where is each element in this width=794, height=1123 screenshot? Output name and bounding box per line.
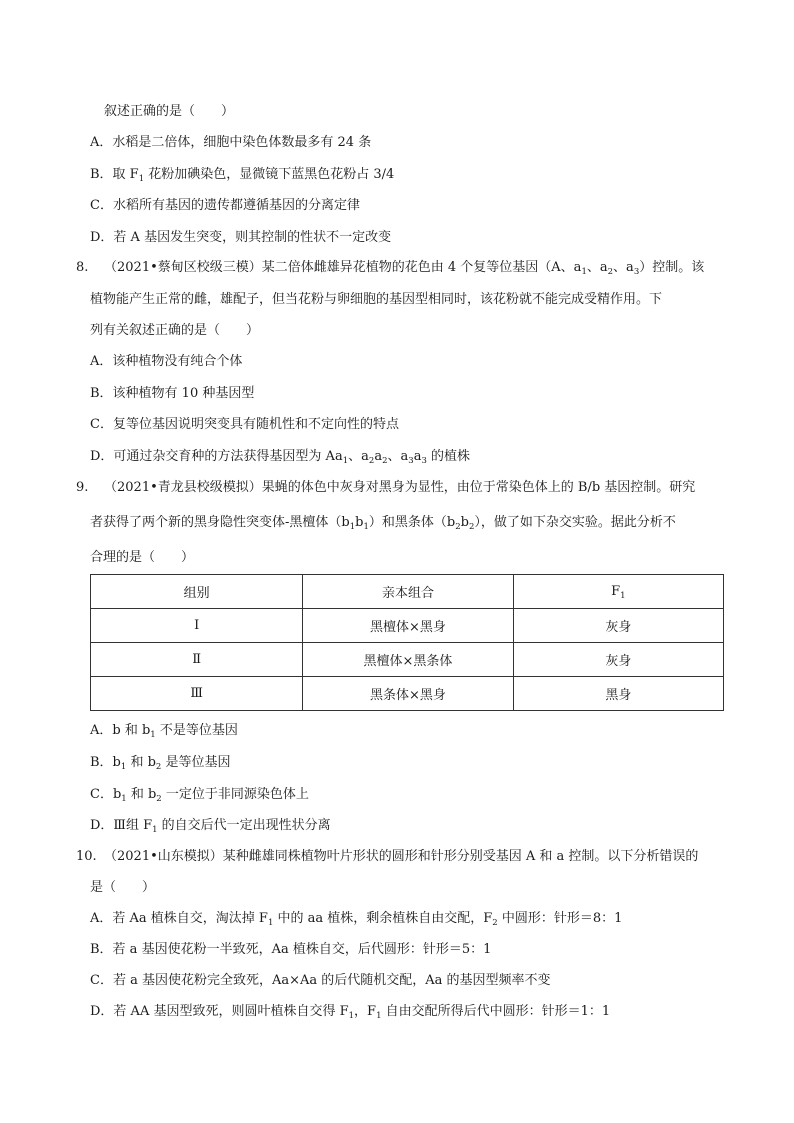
table-cell: Ⅱ	[91, 643, 303, 677]
q9-stem-line1: （2021•青龙县校级模拟）果蝇的体色中灰身对黑身为显性，由位于常染色体上的 B/b 基因控制。研究	[104, 480, 696, 495]
q10-option-d[interactable]: D．若 AA 基因型致死，则圆叶植株自交得 $F_1$，$F_1$ 自由交配所得后代中圆形：针形＝1：1	[90, 1004, 611, 1021]
header-group: 组别	[91, 575, 303, 609]
q9-stem-line2: 者获得了两个新的黑身隐性突变体-黑檀体$(b_1b_1)$和黑条体$(b_2b_2)$，做了如下杂交实验。据此分析不	[90, 515, 676, 532]
header-f1: $F_1$	[513, 575, 723, 609]
table-cell: 灰身	[513, 643, 723, 677]
q9-option-b[interactable]: B．$b_1$ 和 $b_2$ 是等位基因	[90, 755, 231, 772]
q9-stem-line3: 合理的是（ ）	[90, 550, 195, 565]
table-cell: Ⅰ	[91, 609, 303, 643]
q10-option-b[interactable]: B．若 a 基因使花粉一半致死，Aa 植株自交，后代圆形：针形＝5：1	[90, 942, 492, 957]
q7-option-b[interactable]: B．取 $F_1$ 花粉加碘染色，显微镜下蓝黑色花粉占 3/4	[90, 167, 395, 184]
q8-option-b[interactable]: B．该种植物有 10 种基因型	[90, 386, 255, 401]
q8-stem-line1: （2021•蔡甸区校级三模）某二倍体雌雄异花植物的花色由 4 个复等位基因（A、$a_1$、$a_2$、$a_3$）控制。该	[104, 260, 705, 277]
table-cell: 黑条体×黑身	[303, 677, 513, 711]
q10-option-a[interactable]: A．若 Aa 植株自交，淘汰掉 $F_1$ 中的 aa 植株，剩余植株自由交配，$F_2$ 中圆形：针形＝8：1	[90, 911, 623, 928]
q8-option-c[interactable]: C．复等位基因说明突变具有随机性和不定向性的特点	[90, 417, 399, 432]
q10-number: 10.	[76, 849, 97, 864]
q8-stem-line2: 植物能产生正常的雌，雄配子，但当花粉与卵细胞的基因型相同时，该花粉就不能完成受精作用。下	[90, 292, 663, 307]
q9-number: 9.	[76, 480, 89, 495]
q8-stem-line3: 列有关叙述正确的是（ ）	[90, 323, 260, 338]
table-cell: 黑檀体×黑条体	[303, 643, 513, 677]
table-row	[91, 609, 724, 643]
table-cell: Ⅲ	[91, 677, 303, 711]
table-cell: 黑檀体×黑身	[303, 609, 513, 643]
cross-table	[90, 574, 724, 711]
q7-option-c[interactable]: C．水稻所有基因的遗传都遵循基因的分离定律	[90, 198, 360, 213]
q8-option-a[interactable]: A．该种植物没有纯合个体	[90, 354, 243, 369]
q10-option-c[interactable]: C．若 a 基因使花粉完全致死，Aa×Aa 的后代随机交配，Aa 的基因型频率不变	[90, 973, 551, 988]
table-row	[91, 643, 724, 677]
q9-option-c[interactable]: C．$b_1$ 和 $b_2$ 一定位于非同源染色体上	[90, 787, 309, 804]
q8-number: 8.	[76, 260, 89, 275]
q9-option-d[interactable]: D．Ⅲ组 $F_1$ 的自交后代一定出现性状分离	[90, 818, 331, 835]
q9-option-a[interactable]: A．b 和 $b_1$ 不是等位基因	[90, 723, 238, 740]
header-parents: 亲本组合	[303, 575, 513, 609]
table-header-row	[91, 575, 724, 609]
q10-stem-line2: 是（ ）	[90, 880, 156, 895]
q7-stem-end: 叙述正确的是（ ）	[104, 104, 235, 119]
q7-option-a[interactable]: A．水稻是二倍体，细胞中染色体数最多有 24 条	[90, 135, 372, 150]
table-row	[91, 677, 724, 711]
table-cell: 灰身	[513, 609, 723, 643]
q7-option-d[interactable]: D．若 A 基因发生突变，则其控制的性状不一定改变	[90, 230, 392, 245]
q10-stem-line1: （2021•山东模拟）某种雌雄同株植物叶片形状的圆形和针形分别受基因 A 和 a 控制。以下分析错误的	[104, 849, 699, 864]
q8-option-d[interactable]: D．可通过杂交育种的方法获得基因型为 $Aa_1$、$a_2a_2$、$a_3a_3$ 的植株	[90, 449, 471, 466]
table-cell: 黑身	[513, 677, 723, 711]
